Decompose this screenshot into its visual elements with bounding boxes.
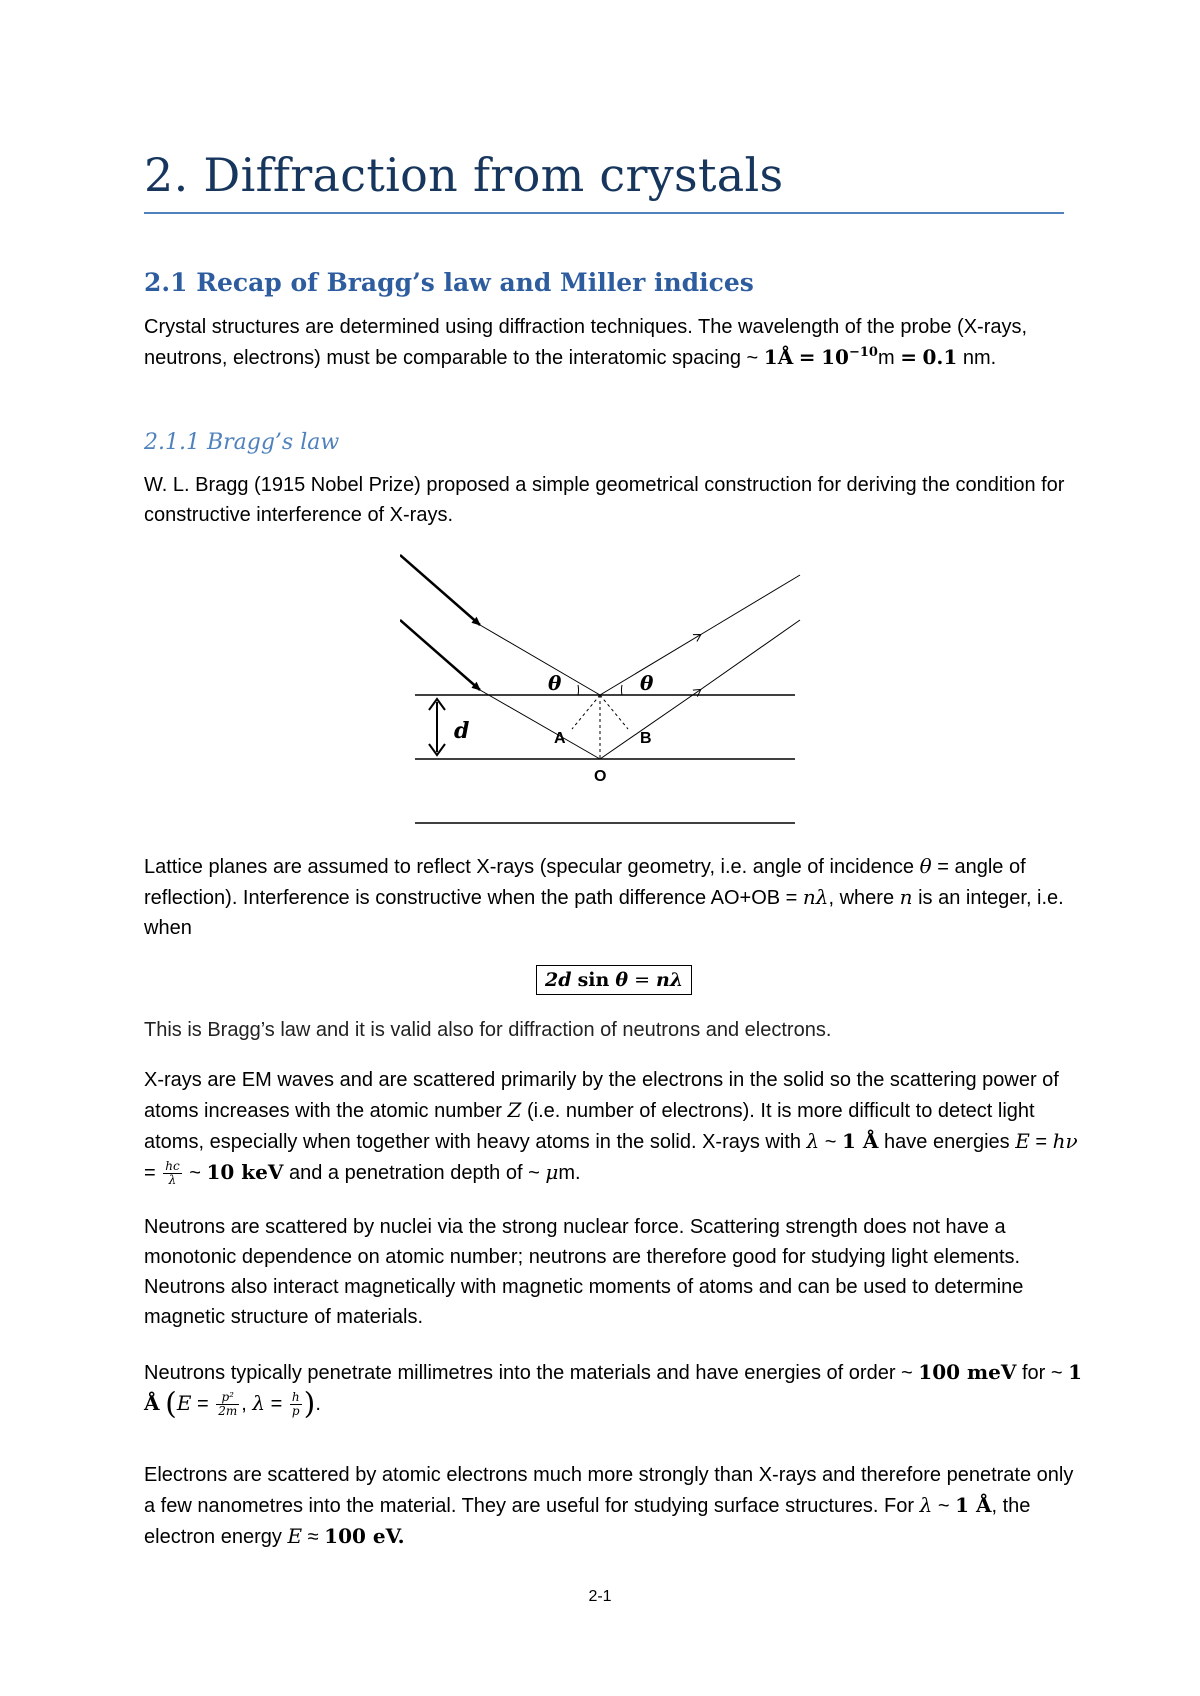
bragg-equation [536,965,692,995]
incident-ray-1 [480,625,600,695]
lattice-planes-paragraph [144,851,1084,943]
p7-e: E [287,1524,303,1548]
p7-approx-2: ≈ [307,1526,319,1548]
p6-frac2-num: h [291,1390,300,1405]
p4-text-c: X-rays with [702,1131,801,1153]
section-heading: 2.1 Recap of Bragg’s law and Miller indices [144,268,754,297]
intro-power-base: 10 [821,345,849,369]
eq-equals: = [634,969,650,991]
p6-text-b: for [1021,1362,1046,1384]
bragg-diagram [400,540,820,840]
eq-lhs: 2d [545,969,572,991]
neutrons-paragraph: Neutrons are scattered by nuclei via the strong nuclear force. Scattering strength does not have a monotonic dependence on atomic number; neutrons are therefore good for studying light elements. Neutrons also interact magnetically with magnetic moments of atoms and can be used to determine magnetic structure of materials. [144,1216,1024,1328]
p6-fraction-1 [216,1391,239,1418]
intro-unit-m: m [877,347,895,369]
p2-text-b: angle of reflection). Interference is constructive when the path difference AO+OB [144,856,1026,909]
subsection-heading: 2.1.1 Bragg’s law [144,430,340,455]
xrays-paragraph [144,1065,1084,1188]
p4-kev: 10 keV [206,1160,284,1184]
p6-e: E [176,1391,192,1415]
intro-equals-2: = [900,345,917,369]
p2-comma: , [828,887,835,909]
p2-equals: = [937,856,949,878]
eq-rhs: nλ [656,969,684,991]
p6-comma: , [241,1393,247,1415]
p6-lambda: λ [252,1391,266,1415]
p6-end: . [315,1393,321,1415]
p2-n: n [899,885,913,909]
intro-equals: = [798,345,816,369]
point-a-label: A [554,730,566,747]
theta-right-arc [621,685,622,695]
reflected-ray-2-arrow [600,690,700,759]
intro-text: Crystal structures are determined using diffraction techniques. The wavelength of the probe (X-rays, neutrons, electrons) must be comparable to the interatomic spacing [144,316,1028,369]
p7-lambda: λ [919,1493,933,1517]
page-title: 2. Diffraction from crystals [144,148,784,202]
incident-ray-1-arrow [400,555,480,625]
p6-approx-2: ~ [1050,1362,1063,1384]
bragg-law-statement: This is Bragg’s law and it is valid also for diffraction of neutrons and electrons. [144,1019,832,1041]
p6-mev: 100 meV [918,1360,1017,1384]
p7-angstrom: 1 Å [955,1493,992,1517]
p7-text-a: Electrons are scattered by atomic electrons much more strongly than X-rays and therefore penetrate only a few nanometres into the material. They are useful for studying surface structures. For [144,1464,1074,1517]
p6-text-a: Neutrons typically penetrate millimetres into the materials and have energies of order [144,1362,896,1384]
p4-text-e: and a penetration depth of [288,1162,523,1184]
intro-paragraph [144,312,1084,373]
p4-approx-2: ~ [189,1162,201,1184]
p6-fraction-2 [290,1391,302,1418]
incident-ray-2-arrow [400,620,480,690]
p7-ev: 100 eV. [324,1524,405,1548]
p6-lparen: ( [165,1386,177,1422]
p2-text-d: where [839,887,895,909]
p4-lambda: λ [806,1129,820,1153]
reflected-ray-1 [700,575,800,635]
p2-theta: θ [919,854,932,878]
eq-theta: θ [615,969,629,991]
intro-power-exp: −10 [848,345,878,360]
intro-spacing: 1Å [763,345,794,369]
p6-equals-2: = [270,1393,283,1415]
eq-sin: sin [577,969,610,991]
point-o-label: O [594,768,607,785]
title-underline [144,212,1064,214]
p4-approx-3: ~ [528,1162,540,1184]
theta-left-label: θ [548,671,562,695]
theta-right-label: θ [640,671,654,695]
p2-text-e: is an integer, i.e. when [144,887,1064,939]
p6-angstrom: 1 Å [144,1360,1083,1415]
point-b-label: B [640,730,652,747]
page-number: 2-1 [588,1588,612,1605]
p6-approx: ~ [901,1362,913,1384]
intro-nm-value: 0.1 [922,345,958,369]
p6-frac2-den: p [291,1404,300,1419]
p4-angstrom: 1 Å [842,1129,879,1153]
p2-equals-2: = [785,887,798,909]
incident-ray-2 [480,690,600,759]
electrons-paragraph [144,1460,1084,1552]
p4-mu: μ [545,1160,559,1184]
p4-approx: ~ [824,1131,837,1153]
bragg-intro-paragraph: W. L. Bragg (1915 Nobel Prize) proposed a simple geometrical construction for deriving the condition for constructive interference of X-rays. [144,474,1065,526]
d-label: d [454,718,470,744]
p6-frac1-den: 2m [218,1404,238,1419]
theta-left-arc [578,685,579,695]
p7-approx: ~ [937,1495,950,1517]
p4-equals-1: = [1035,1131,1048,1153]
p4-e: E [1015,1129,1030,1153]
p6-equals-1: = [196,1393,209,1415]
reflected-ray-2 [700,620,800,690]
p2-n-lambda: nλ [802,885,829,909]
p4-z: Z [507,1098,522,1122]
p6-frac1-num: p² [216,1391,239,1405]
perpendicular-a [572,695,600,729]
p4-frac-den: λ [168,1173,177,1188]
p4-text-b: (i.e. number of electrons). It is more difficult to detect light atoms, especially when together with heavy atoms in the solid. [144,1100,1035,1153]
p4-frac-num: hc [165,1159,180,1174]
neutrons-penetration-paragraph [144,1357,1084,1422]
p4-hv: hν [1052,1129,1078,1153]
perpendicular-b [600,695,628,729]
p6-rparen: ) [303,1386,316,1422]
p4-text-a: X-rays are EM waves and are scattered primarily by the electrons in the solid so the scattering power of atoms increases with the atomic number [144,1069,1059,1122]
p4-text-d: have energies [884,1131,1010,1153]
p7-text-b: , the electron energy [144,1495,1031,1548]
p4-equals-2: = [144,1162,156,1184]
p4-m: m. [558,1162,581,1184]
p4-fraction [163,1160,181,1187]
p2-text-a: Lattice planes are assumed to reflect X-rays (specular geometry, i.e. angle of incidence [144,856,915,878]
intro-approx: ~ [746,347,759,369]
intro-nm-unit: nm. [962,347,997,369]
